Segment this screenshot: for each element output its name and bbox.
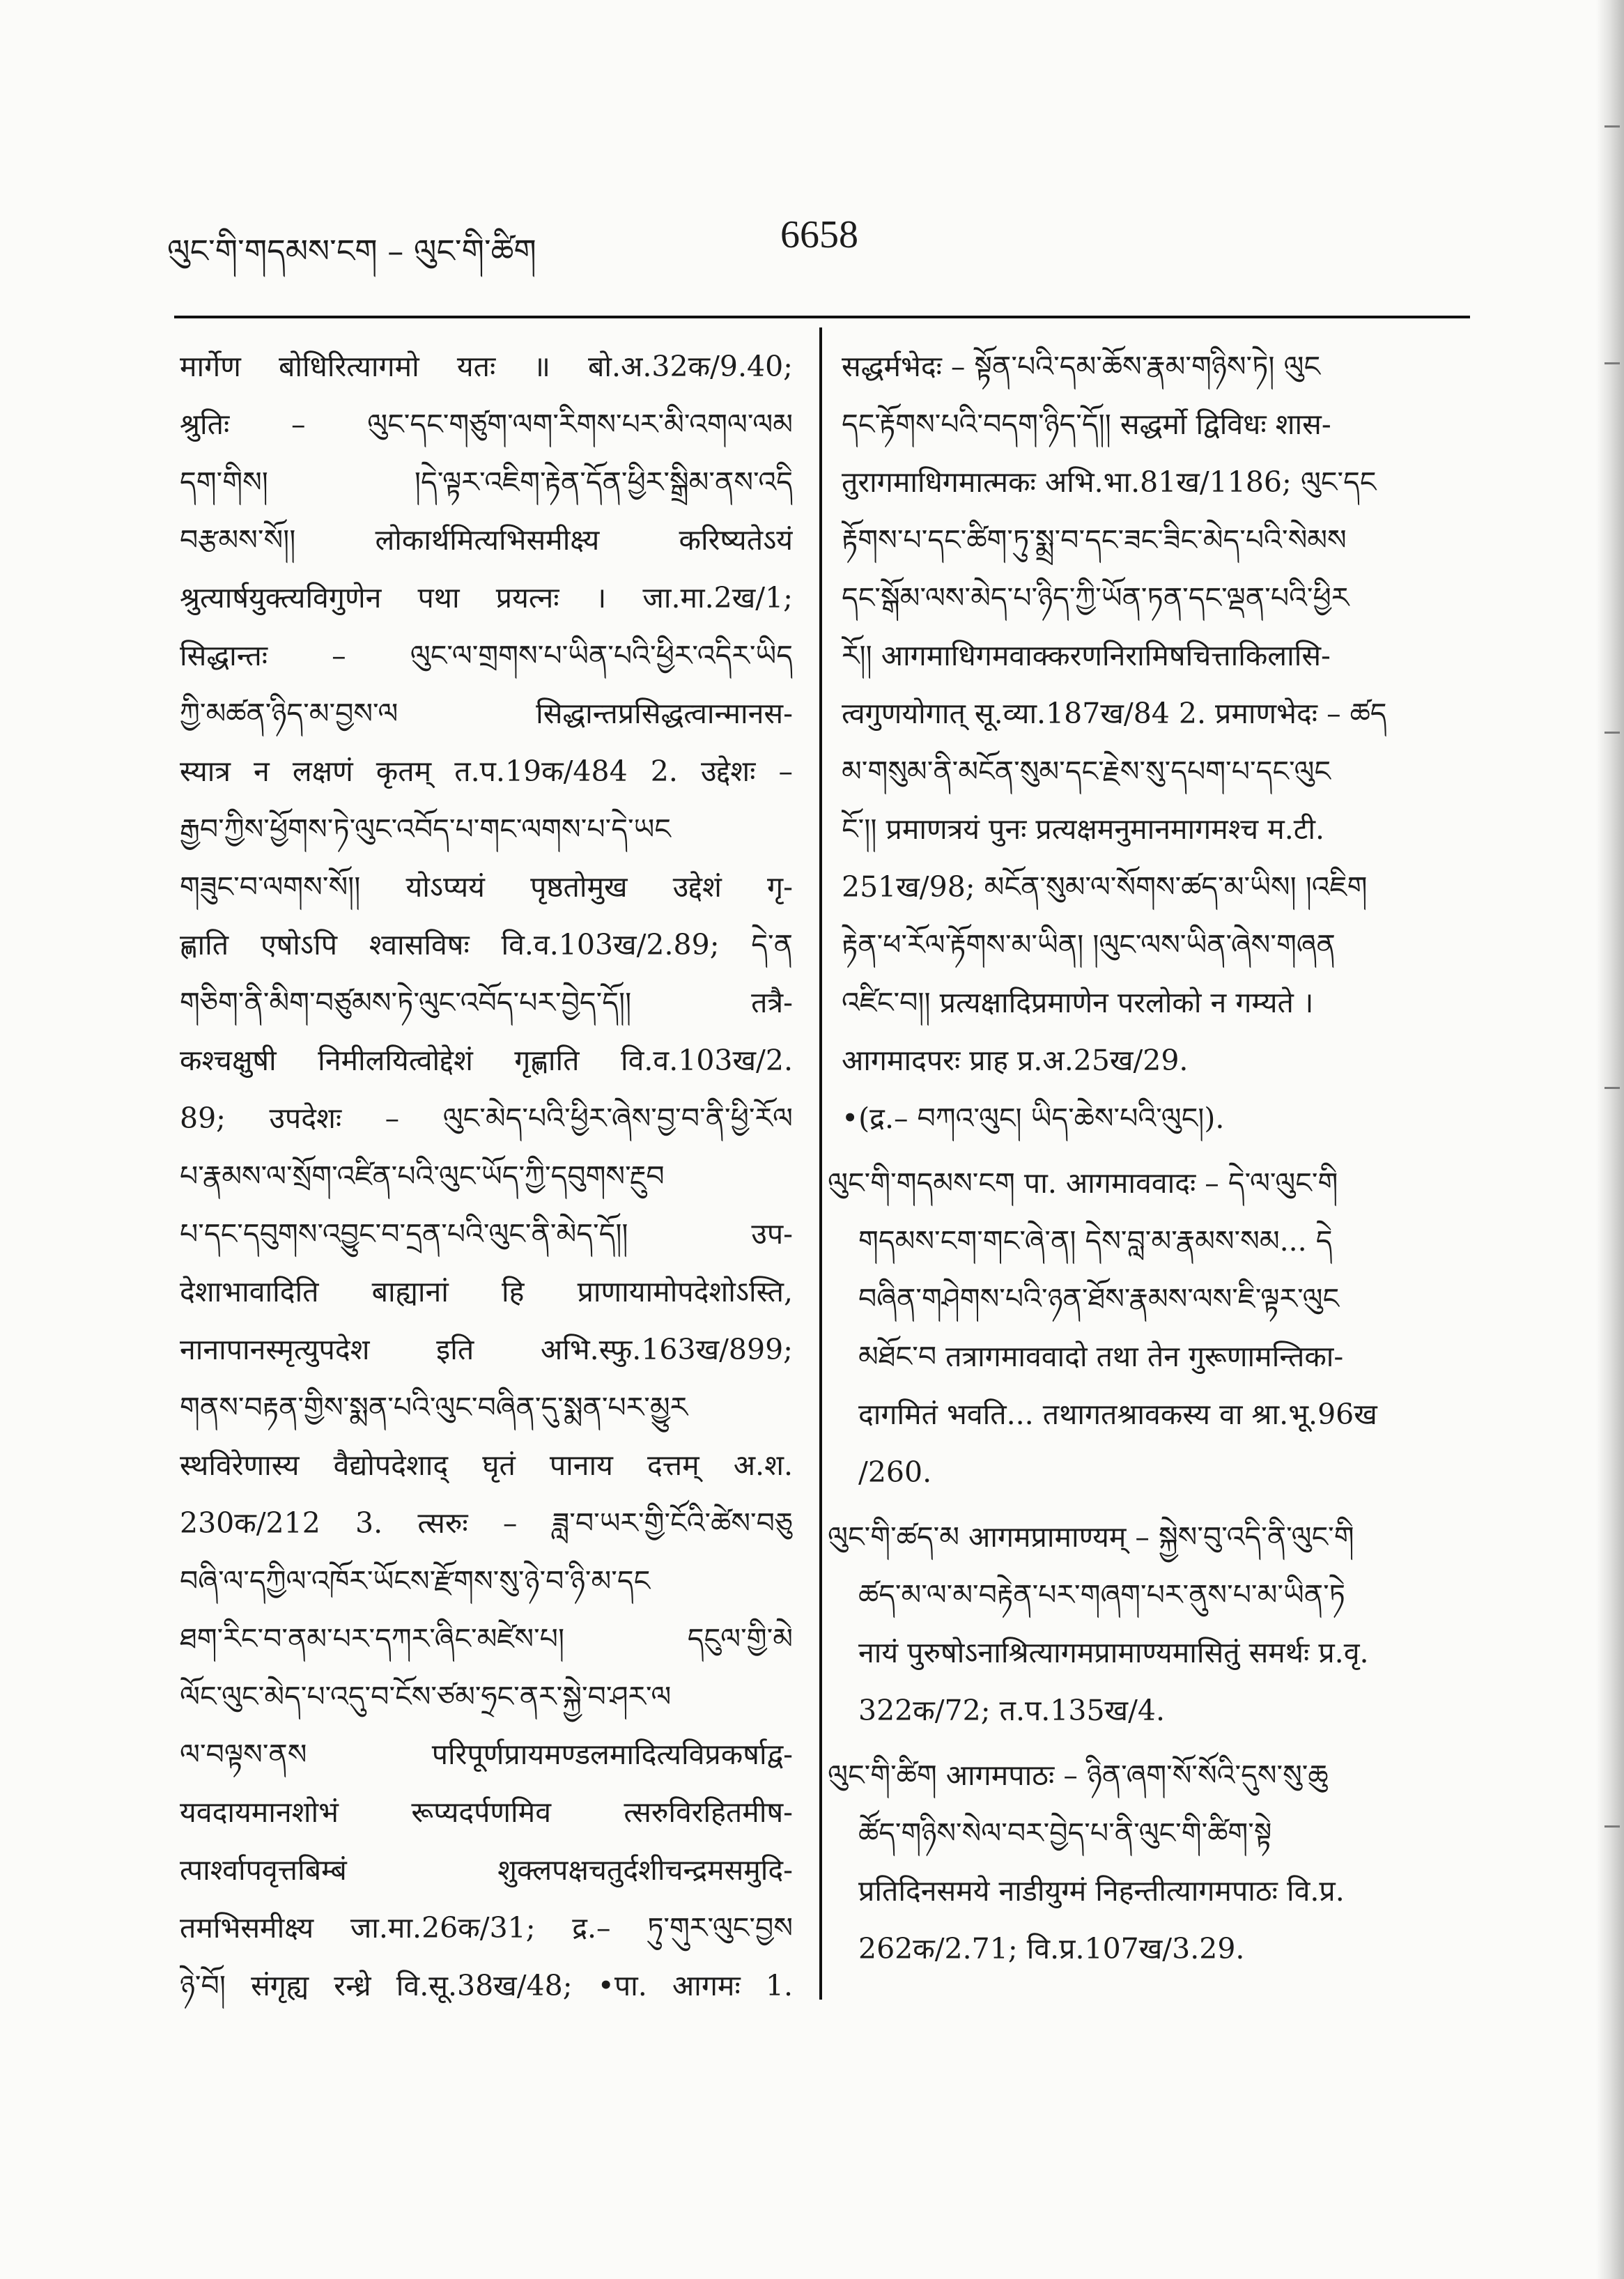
text-line: नायं पुरुषोऽनाश्रित्यागमप्रामाण्यमासितुं समर्थः प्र.वृ. (858, 1636, 1369, 1669)
text-line: श्रुतिः – ལུང་དང་གཙུག་ལག་རིགས་པར་མི་འགལ་ལམ (180, 408, 793, 441)
text-line: ཉེ་བོ། संगृह्य रन्ध्रे वि.सू.38ख/48; •पा. आगमः 1. (180, 1969, 793, 2002)
column-divider (819, 327, 822, 2000)
text-line: ཐག་རིང་བ་ནམ་པར་དཀར་ཞིང་མཛེས་པ། དངུལ་གྱི་མེ (180, 1622, 793, 1655)
text-line: त्वगुणयोगात् सू.व्या.187ख/84 2. प्रमाणभेदः – ཚད (842, 697, 1387, 730)
text-line: རྒྱབ་ཀྱིས་ཕྱོགས་ཏེ་ལུང་འབོད་པ་གང་ལགས་པ་དེ་ཡང (180, 812, 671, 846)
entry-gap (842, 1501, 1465, 1508)
text-line: 230क/212 3. त्सरुः – ཟླ་བ་ཡར་གྱི་ངོའི་ཚེས་བཅུ (180, 1506, 793, 1540)
text-line: དང་རྟོགས་པའི་བདག་ཉིད་དོ།། सद्धर्मो द्विविधः शास- (842, 408, 1331, 441)
edge-mark (1604, 732, 1620, 734)
header-rule (174, 316, 1470, 318)
text-line: རྟེན་ཕ་རོལ་རྟོགས་མ་ཡིན། །ལུང་ལས་ཡིན་ཞེས་གཞན (842, 928, 1336, 961)
page-number: 6658 (780, 213, 858, 256)
text-line: 262क/2.71; वि.प्र.107ख/3.29. (858, 1932, 1245, 1965)
running-head: ལུང་གི་གདམས་ངག – ལུང་གི་ཚིག (167, 232, 536, 270)
dictionary-entry-headword-line: ལུང་གི་ཚིག आगमपाठः – ཉིན་ཞག་སོ་སོའི་དུས་སུ་ཆུ (828, 1759, 1329, 1792)
text-line: པ་རྣམས་ལ་སྲོག་འཛིན་པའི་ལུང་ཡོད་ཀྱི་དབུགས་རྔུབ (180, 1159, 665, 1193)
text-line: འཛིང་བ།། प्रत्यक्षादिप्रमाणेन परलोको न गम्यते । (842, 986, 1314, 1019)
text-line: གནས་བརྟན་གྱིས་སྨན་པའི་ལུང་བཞིན་དུ་སྨན་པར་མྱུར (180, 1391, 688, 1424)
text-line: दागमितं भवति... तथागतश्रावकस्य वा श्रा.भू.96ख (858, 1398, 1377, 1431)
text-line: བཞི་ལ་དཀྱིལ་འཁོར་ཡོངས་རྫོགས་སུ་ཉེ་བ་ཉི་མ་དང (180, 1564, 651, 1598)
text-line: ལ་བལྟས་ནས परिपूर्णप्रायमण्डलमादित्यविप्रकर्षाद्व- (180, 1738, 793, 1771)
edge-mark (1604, 125, 1620, 128)
text-line: मार्गेण बोधिरित्यागमो यतः ॥ बो.अ.32क/9.40; (180, 350, 793, 383)
text-line: ཀྱི་མཚན་ཉིད་མ་བྱས་ལ सिद्धान्तप्रसिद्धत्वान्मानस- (180, 697, 793, 730)
text-line: བཞིན་གཤེགས་པའི་ཉན་ཐོས་རྣམས་ལས་ཇི་ལྟར་ལུང (858, 1282, 1340, 1315)
text-line: आगमादपरः प्राह प्र.अ.25ख/29. (842, 1044, 1189, 1077)
text-line: 251ख/98; མངོན་སུམ་ལ་སོགས་ཚད་མ་ཡིས། །འཇིག (842, 870, 1368, 904)
text-line: देशाभावादिति बाह्यानां हि प्राणायामोपदेशोऽस्ति, (180, 1275, 793, 1308)
edge-mark (1604, 1825, 1620, 1828)
text-line: དང་སྒོམ་ལས་མེད་པ་ཉིད་ཀྱི་ཡོན་ཏན་དང་ལྡན་པའི་ཕྱིར (842, 581, 1350, 615)
text-line: नानापानस्मृत्युपदेश इति अभि.स्फु.163ख/899; (180, 1333, 793, 1366)
text-line: तमभिसमीक्ष्य जा.मा.26क/31; द्र.– ཏུ་གུར་ལུང་བྱས (180, 1911, 793, 1945)
text-line: ཚད་མ་ལ་མ་བརྟེན་པར་གཞག་པར་ནུས་པ་མ་ཡིན་ཏེ (858, 1578, 1345, 1612)
text-line: བརྩམས་སོ།། लोकार्थमित्यभिसमीक्ष्य करिष्यतेऽयं (180, 523, 793, 557)
text-line: ངོ་།། प्रमाणत्रयं पुनः प्रत्यक्षमनुमानमागमश्च म.टी. (842, 812, 1325, 846)
text-line: 322क/72; त.प.135ख/4. (858, 1694, 1166, 1727)
edge-mark (1604, 1087, 1620, 1089)
text-line: स्यात्र न लक्षणं कृतम् त.प.19क/484 2. उद्देशः – (180, 755, 793, 788)
text-line: དག་གིས། །དེ་ལྟར་འཇིག་རྟེན་དོན་ཕྱིར་སྒྲིམ་ནས་འདི (180, 465, 793, 499)
text-line: •(द्र.– བཀའ་ལུང། ཡིད་ཆེས་པའི་ལུང།). (842, 1102, 1225, 1135)
text-line: མཐོང་བ तत्रागमाववादो तथा तेन गुरूणामन्तिका- (858, 1340, 1344, 1373)
text-line: तुरागमाधिगमात्मकः अभि.भा.81ख/1186; ལུང་དང (842, 465, 1377, 499)
text-line: རོ།། आगमाधिगमवाक्करणनिरामिषचित्ताकिलासि- (842, 639, 1331, 672)
dictionary-entry-headword-line: ལུང་གི་གདམས་ངག पा. आगमाववादः – དེ་ལ་ལུང་གི (828, 1166, 1338, 1200)
text-line: स्थविरेणास्य वैद्योपदेशाद् घृतं पानाय दत्तम् अ.श. (180, 1448, 793, 1482)
text-line: श्रुत्यार्षयुक्त्यविगुणेन पथा प्रयत्नः । जा.मा.2ख/1; (180, 581, 793, 615)
edge-mark (1604, 362, 1620, 364)
entry-gap (842, 1148, 1465, 1154)
page-edge-shadow (1596, 0, 1624, 2279)
text-line: /260. (858, 1455, 932, 1489)
dictionary-entry-headword-line: ལུང་གི་ཚད་མ आगमप्रामाण्यम् – སྐྱེས་བུ་འདི་ནི་ལུང་གི (828, 1520, 1354, 1554)
text-line: ह्णाति एषोऽपि श्वासविषः वि.व.103ख/2.89; དེ་ན (180, 928, 793, 961)
text-line: རྟོགས་པ་དང་ཚིག་ཏུ་སྨྲ་བ་དང་ཟང་ཟིང་མེད་པའི་སེམས (842, 523, 1347, 557)
text-line: सिद्धान्तः – ལུང་ལ་གྲགས་པ་ཡིན་པའི་ཕྱིར་འདིར་ཡིད (180, 639, 793, 672)
text-line: གཟུང་བ་ལགས་སོ།། योऽप्ययं पृष्ठतोमुख उद्देशं गृ- (180, 870, 793, 904)
left-column (180, 338, 793, 2015)
text-line: པ་དང་དབུགས་འབྱུང་བ་དྲན་པའི་ལུང་ནི་མེད་དོ།། उप- (180, 1217, 793, 1251)
text-line: གདམས་ངག་གང་ཞེ་ན། དེས་བླ་མ་རྣམས་སམ... དེ (858, 1224, 1333, 1258)
text-line: त्पार्श्वापवृत्तबिम्बं शुक्लपक्षचतुर्दशीचन्द्रमसमुदि- (180, 1853, 793, 1887)
text-line: གཅིག་ནི་མིག་བཙུམས་ཏེ་ལུང་འབོད་པར་བྱེད་དོ།། तत्रै- (180, 986, 793, 1019)
right-column (828, 338, 1465, 1978)
text-line: कश्चक्षुषी निमीलयित्वोद्देशं गृह्णाति वि.व.103ख/2. (180, 1044, 793, 1077)
entry-gap (842, 1740, 1465, 1747)
text-line: 89; उपदेशः – ལུང་མེད་པའི་ཕྱིར་ཞེས་བྱ་བ་ནི་ཕྱི་རོལ (180, 1102, 793, 1135)
text-line: ལོང་ལུང་མེད་པ་འདུ་བ་ངོས་ཙམ་ཧྲང་ནར་སྐྱེ་བ་ཤར་ལ (180, 1680, 672, 1713)
text-line: མ་གསུམ་ནི་མངོན་སུམ་དང་རྗེས་སུ་དཔག་པ་དང་ལུང (842, 755, 1331, 788)
text-line: यवदायमानशोभं रूप्यदर्पणमिव त्सरुविरहितमीष- (180, 1795, 793, 1829)
text-line: प्रतिदिनसमये नाडीयुग्मं निहन्तीत्यागमपाठः वि.प्र. (858, 1874, 1345, 1908)
text-line: सद्धर्मभेदः – སྟོན་པའི་དམ་ཆོས་རྣམ་གཉིས་ཏེ། ལུང (842, 350, 1321, 383)
text-line: ཚོད་གཉིས་སེལ་བར་བྱེད་པ་ནི་ལུང་གི་ཚིག་སྟེ (858, 1816, 1272, 1850)
